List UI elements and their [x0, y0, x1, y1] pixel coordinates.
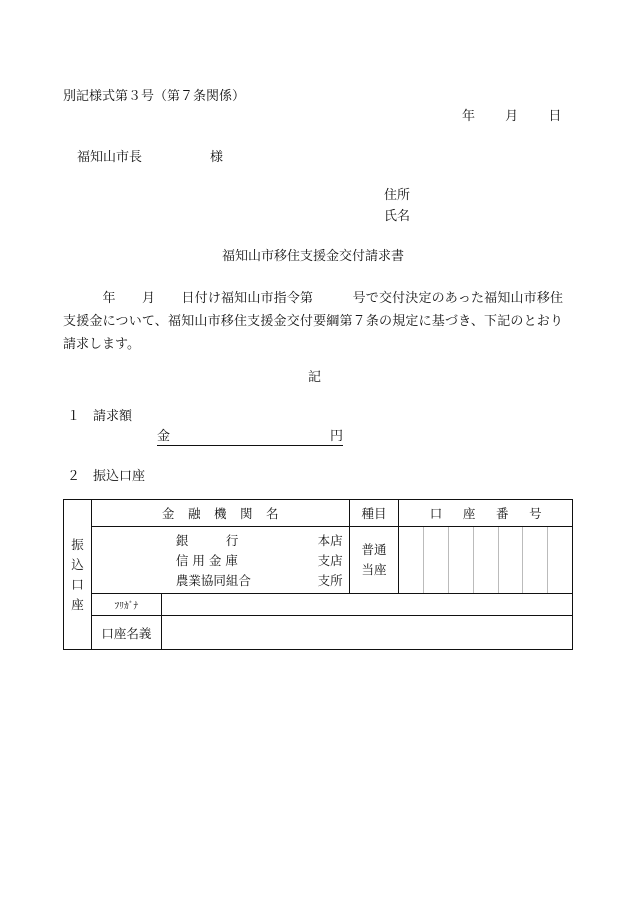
- side-char: 込: [71, 556, 84, 572]
- digit-box: [423, 527, 448, 593]
- digit-box: [473, 527, 498, 593]
- account-number-cell: [399, 527, 573, 594]
- header-char: 機: [213, 506, 227, 521]
- account-type-ordinary: 普通: [361, 542, 387, 557]
- branch-type: 支所: [317, 573, 343, 588]
- amount-line: [157, 430, 343, 446]
- document-title: 福知山市移住支援金交付請求書: [222, 249, 405, 264]
- header-char: 座: [462, 506, 476, 521]
- request-body: 年 月 日付け福知山市指令第 号で交付決定のあった福知山市移住支援金について、福知山市移住支援金交付要綱第７条の規定に基づき、下記のとおり請求します。: [63, 291, 563, 352]
- name-label: 氏名: [384, 209, 411, 224]
- currency-prefix: 金: [157, 429, 171, 444]
- holder-label: 口座名義: [91, 616, 161, 650]
- institution-name: 農業協同組合: [175, 573, 251, 588]
- branch-type: 本店: [317, 533, 343, 548]
- addressee-name: 福知山市長: [77, 150, 143, 165]
- institution-row: [92, 551, 349, 571]
- header-char: 融: [187, 506, 201, 521]
- institution-cell: [91, 527, 349, 594]
- form-label: 別記様式第３号（第７条関係）: [63, 89, 246, 104]
- institution-row: [92, 571, 349, 591]
- type-header: 種目: [349, 500, 399, 527]
- date-day: 日: [548, 109, 562, 124]
- furigana-label: ﾌﾘｶﾞﾅ: [91, 594, 161, 616]
- currency-suffix: 円: [329, 429, 343, 444]
- furigana-field: [161, 594, 572, 616]
- digit-box: [448, 527, 473, 593]
- addressee-honorific: 様: [210, 150, 224, 165]
- header-char: 号: [529, 506, 542, 521]
- account-type-current: 当座: [361, 562, 387, 577]
- institution-name: 銀 行: [175, 533, 239, 548]
- account-number-header: [399, 500, 573, 527]
- digit-box: [522, 527, 547, 593]
- date-line: [462, 110, 561, 123]
- holder-field: [161, 616, 572, 650]
- header-char: 番: [496, 506, 509, 521]
- digit-box: [498, 527, 523, 593]
- account-type-cell: [349, 527, 399, 594]
- digit-box: [399, 527, 423, 593]
- institution-row: [92, 531, 349, 551]
- side-char: 振: [71, 536, 84, 552]
- date-month: 月: [505, 109, 519, 124]
- side-char: 口: [71, 576, 84, 592]
- date-year: 年: [462, 109, 476, 124]
- header-char: 金: [161, 506, 175, 521]
- header-char: 名: [266, 506, 279, 521]
- section2-label: ２ 振込口座: [67, 469, 146, 484]
- ki-heading: 記: [308, 370, 322, 385]
- section1-label: １ 請求額: [67, 409, 133, 424]
- bank-account-table: [63, 499, 573, 650]
- institution-name: 信 用 金 庫: [175, 553, 238, 568]
- address-label: 住所: [384, 188, 411, 203]
- header-char: 関: [240, 506, 253, 521]
- side-label-cell: [64, 500, 92, 650]
- header-char: 口: [429, 506, 443, 521]
- institution-header: [91, 500, 349, 527]
- branch-type: 支店: [317, 553, 343, 568]
- digit-box: [547, 527, 572, 593]
- side-char: 座: [71, 596, 84, 612]
